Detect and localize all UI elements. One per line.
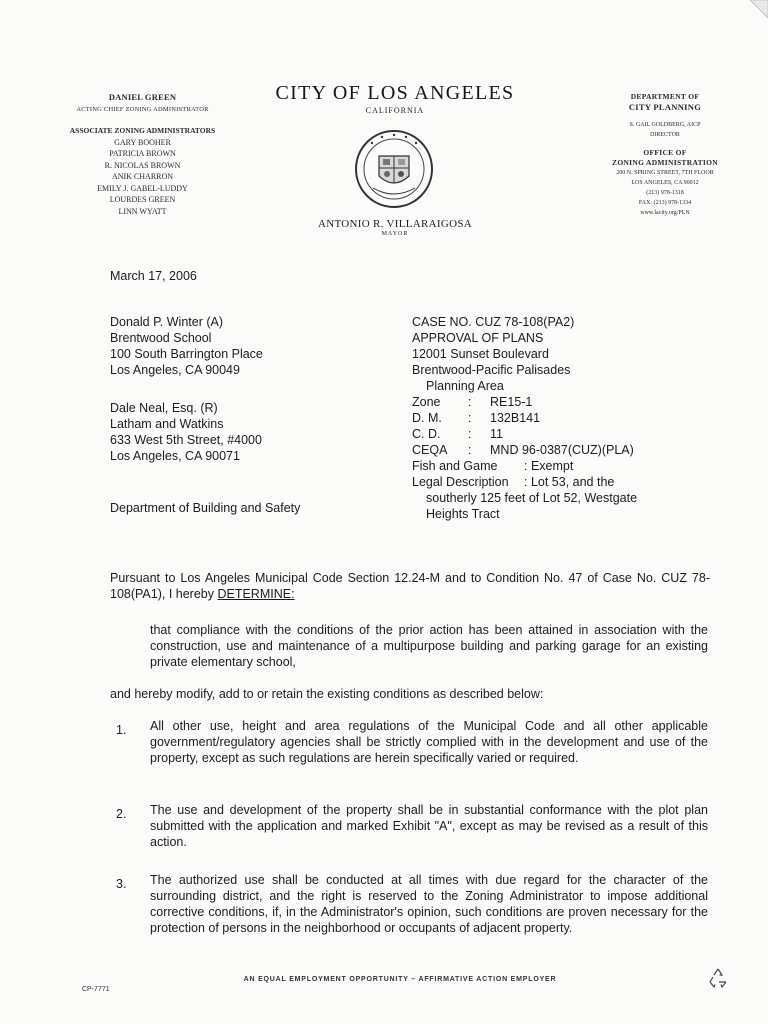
legal-label: Legal Description xyxy=(412,475,509,489)
address-line: Los Angeles, CA 90049 xyxy=(110,363,240,377)
associate-name: ANIK CHARRON xyxy=(111,172,174,181)
legal-line-3: Heights Tract xyxy=(426,507,500,521)
ceqa-value: MND 96-0387(CUZ)(PLA) xyxy=(490,443,634,457)
case-fish-row xyxy=(412,458,712,474)
associate-name: EMILY J. GABEL-LUDDY xyxy=(97,183,188,193)
fish-value: : Exempt xyxy=(524,459,574,473)
colon: : xyxy=(468,411,472,425)
department-name: CITY PLANNING xyxy=(628,102,702,112)
case-area: Brentwood-Pacific Palisades xyxy=(412,363,571,377)
associates-heading: ASSOCIATE ZONING ADMINISTRATORS xyxy=(69,126,216,135)
case-number: CASE NO. CUZ 78-108(PA2) xyxy=(412,315,575,329)
fish-label: Fish and Game xyxy=(412,459,498,473)
zone-label: Zone xyxy=(412,395,441,409)
cd-value: 11 xyxy=(490,427,503,441)
page-corner-fold xyxy=(728,0,768,30)
recipient-representative xyxy=(110,400,262,464)
condition-number: 2. xyxy=(116,807,127,821)
dm-label: D. M. xyxy=(412,411,442,425)
condition-text: The use and development of the property shall be in substantial conformance with the plot plan submitted with the application and marked Exhibit "A", except as may be revised as a result of this action. xyxy=(150,803,708,849)
address-line: 100 South Barrington Place xyxy=(110,347,263,361)
address-line: Los Angeles, CA 90071 xyxy=(110,449,240,463)
chief-title: ACTING CHIEF ZONING ADMINISTRATOR xyxy=(76,105,209,113)
zone-value: RE15-1 xyxy=(490,395,533,409)
mayor-title: MAYOR xyxy=(381,231,409,237)
cd-label: C. D. xyxy=(412,427,441,441)
associate-name: GARY BOOHER xyxy=(114,137,171,147)
address-line: Dale Neal, Esq. (R) xyxy=(110,401,218,415)
city-seal-icon xyxy=(353,128,435,210)
city-title: CITY OF LOS ANGELES xyxy=(275,82,515,104)
department-label: DEPARTMENT OF xyxy=(630,92,700,101)
letterhead-left-column xyxy=(50,92,235,217)
case-type: APPROVAL OF PLANS xyxy=(412,331,544,345)
recycle-icon xyxy=(706,966,730,990)
office-address-city: LOS ANGELES, CA 90012 xyxy=(631,180,699,186)
office-address-street: 200 N. SPRING STREET, 7TH FLOOR xyxy=(616,170,714,176)
determine-word: DETERMINE: xyxy=(217,587,295,601)
office-label: OFFICE OF xyxy=(643,148,687,157)
director-name: S. GAIL GOLDBERG, AICP xyxy=(629,122,701,128)
letterhead-center xyxy=(250,82,540,115)
case-area-suffix: Planning Area xyxy=(426,379,504,393)
dm-value: 132B141 xyxy=(490,411,541,425)
condition-number: 3. xyxy=(116,877,127,891)
colon: : xyxy=(468,395,472,409)
mayor-name: ANTONIO R. VILLARAIGOSA xyxy=(317,218,473,230)
chief-name: DANIEL GREEN xyxy=(108,92,177,102)
legal-line-2: southerly 125 feet of Lot 52, Westgate xyxy=(426,491,638,505)
case-dm-row xyxy=(412,410,712,426)
legal-value: : Lot 53, and the xyxy=(524,475,615,489)
director-title: DIRECTOR xyxy=(650,132,680,138)
condition-number: 1. xyxy=(116,723,127,737)
recipient-department: Department of Building and Safety xyxy=(110,501,301,515)
colon: : xyxy=(468,443,472,457)
associate-name: LINN WYATT xyxy=(118,206,167,216)
address-line: Latham and Watkins xyxy=(110,417,224,431)
case-address: 12001 Sunset Boulevard xyxy=(412,347,549,361)
eeo-statement: AN EQUAL EMPLOYMENT OPPORTUNITY – AFFIRMATIVE ACTION EMPLOYER xyxy=(243,976,557,983)
recipient-applicant xyxy=(110,314,263,378)
state-name: CALIFORNIA xyxy=(365,106,425,115)
condition-text: The authorized use shall be conducted at all times with due regard for the character of the surrounding district, and the right is reserved to the Zoning Administrator to impose additional corrective conditions, if, in the Administrator's opinion, such conditions are proven necessary for the protection of persons in the neighborhood or occupants of adjacent property. xyxy=(150,873,708,935)
office-website[interactable]: www.lacity.org/PLN xyxy=(640,210,690,216)
letterhead-right-column xyxy=(590,92,740,218)
office-name: ZONING ADMINISTRATION xyxy=(612,158,718,167)
case-ceqa-row xyxy=(412,442,712,458)
letter-date: March 17, 2006 xyxy=(110,269,197,283)
case-zone-row xyxy=(412,394,712,410)
ceqa-label: CEQA xyxy=(412,443,448,457)
office-fax: FAX: (213) 978-1334 xyxy=(638,200,692,206)
colon: : xyxy=(468,427,472,441)
intro-paragraph xyxy=(110,570,710,602)
address-line: Brentwood School xyxy=(110,331,212,345)
condition-text: All other use, height and area regulations of the Municipal Code and all other applicable government/regulatory agencies shall be strictly complied with in the development and use of the property, except as such regulations are herein specifically varied or required. xyxy=(150,719,708,765)
case-legal-row xyxy=(412,474,712,490)
associate-name: LOURDES GREEN xyxy=(109,195,176,204)
address-line: Donald P. Winter (A) xyxy=(110,315,224,329)
intro-text: Pursuant to Los Angeles Municipal Code Section 12.24-M and to Condition No. 47 of Case No. CUZ 78-108(PA1), I hereby xyxy=(110,571,710,601)
finding-paragraph: that compliance with the conditions of the prior action has been attained in association with the construction, use and maintenance of a multipurpose building and parking garage for an existing private elementary school, xyxy=(150,623,708,669)
case-cd-row xyxy=(412,426,712,442)
office-phone: (213) 978-1318 xyxy=(646,190,684,196)
case-info-block xyxy=(412,314,712,522)
mayor-block xyxy=(300,218,490,237)
modify-paragraph: and hereby modify, add to or retain the existing conditions as described below: xyxy=(110,687,544,701)
address-line: 633 West 5th Street, #4000 xyxy=(110,433,262,447)
form-code: CP-7771 xyxy=(82,986,110,993)
associate-name: R. NICOLAS BROWN xyxy=(104,160,181,170)
associate-name: PATRICIA BROWN xyxy=(109,149,176,158)
